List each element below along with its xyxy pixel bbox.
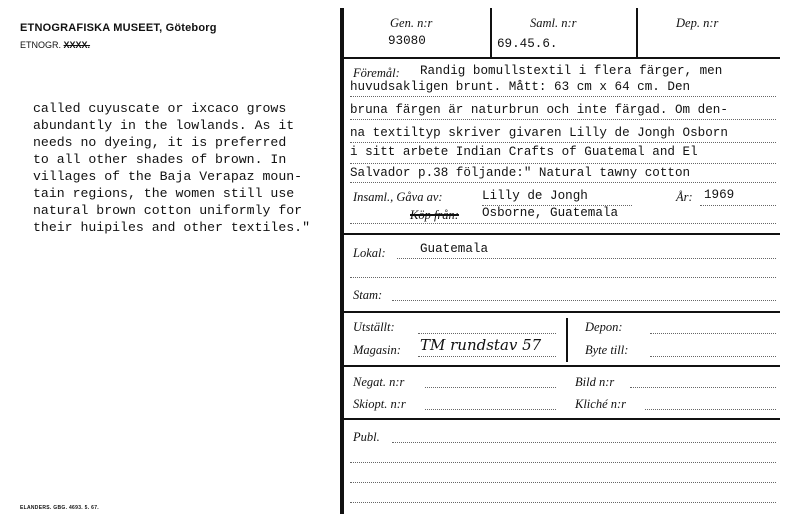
insamling-dotline-1 bbox=[482, 205, 632, 206]
lokal-dotline-2 bbox=[350, 277, 776, 278]
saml-label: Saml. n:r bbox=[530, 16, 577, 30]
etnogr-prefix: ETNOGR. bbox=[20, 40, 62, 50]
foremal-label: Föremål: bbox=[353, 66, 400, 80]
printer-mark: ELANDERS. GBG. 4693. 5. 67. bbox=[20, 505, 99, 511]
negat-label: Negat. n:r bbox=[353, 375, 405, 389]
foremal-line-3: bruna färgen är naturbrun och inte färgad. Om den- bbox=[350, 103, 728, 117]
museum-name: ETNOGRAFISKA MUSEET, Göteborg bbox=[20, 22, 217, 34]
utstallt-label: Utställt: bbox=[353, 320, 395, 334]
insamling-dotline-2 bbox=[350, 223, 776, 224]
foremal-line-6: Salvador p.38 följande:" Natural tawny cotton bbox=[350, 166, 691, 180]
depon-label: Depon: bbox=[585, 320, 623, 334]
photo-bottom-rule bbox=[340, 418, 780, 420]
skiopt-label: Skiopt. n:r bbox=[353, 397, 406, 411]
magasin-dotline bbox=[418, 356, 556, 357]
left-note-text: called cuyuscate or ixcaco grows abundantly in the lowlands. As it needs no dyeing, it is preferred to all other shades of brown. In villages of the Baja Verapaz moun- tain regions, the women still use natural brown cotton uniformly for their huipiles and other textiles." bbox=[33, 101, 310, 235]
insamling-bottom-rule bbox=[340, 233, 780, 235]
depon-dotline bbox=[650, 333, 776, 334]
etnogr-struck-number: XXXX. bbox=[63, 40, 91, 50]
magasin-handwritten-value: TM rundstav 57 bbox=[420, 336, 542, 354]
insamling-label: Insaml., Gåva av: bbox=[353, 190, 443, 204]
gen-value: 93080 bbox=[388, 34, 426, 48]
negat-dotline bbox=[425, 387, 556, 388]
cliche-label: Kliché n:r bbox=[575, 397, 627, 411]
publ-dotline-1 bbox=[392, 442, 776, 443]
lokal-label: Lokal: bbox=[353, 246, 386, 260]
storage-divider bbox=[566, 318, 568, 362]
lokal-value: Guatemala bbox=[420, 242, 489, 256]
foremal-line-5: i sitt arbete Indian Crafts of Guatemal and El bbox=[350, 145, 698, 159]
donor-name-line-2: Osborne, Guatemala bbox=[482, 206, 619, 220]
publ-dotline-4 bbox=[350, 502, 776, 503]
main-divider bbox=[340, 8, 344, 514]
foremal-dotline-3 bbox=[350, 142, 776, 143]
donor-name-line-1: Lilly de Jongh bbox=[482, 189, 588, 203]
publ-dotline-2 bbox=[350, 462, 776, 463]
foremal-line-2: huvudsakligen brunt. Mått: 63 cm x 64 cm. Den bbox=[350, 80, 691, 94]
etnogr-label bbox=[20, 40, 90, 50]
cliche-dotline bbox=[645, 409, 776, 410]
byte-dotline bbox=[650, 356, 776, 357]
foremal-dotline-1 bbox=[350, 96, 776, 97]
byte-label: Byte till: bbox=[585, 343, 629, 357]
stam-bottom-rule bbox=[340, 311, 780, 313]
utstallt-dotline bbox=[418, 333, 556, 334]
lokal-dotline-1 bbox=[397, 258, 776, 259]
publ-label: Publ. bbox=[353, 430, 380, 444]
year-label: År: bbox=[676, 190, 693, 204]
numbers-bottom-rule bbox=[340, 57, 780, 59]
foremal-dotline-4 bbox=[350, 163, 776, 164]
year-value: 1969 bbox=[704, 188, 735, 202]
bild-dotline bbox=[630, 387, 776, 388]
bild-label: Bild n:r bbox=[575, 375, 615, 389]
numbers-divider-1 bbox=[490, 8, 492, 58]
numbers-divider-2 bbox=[636, 8, 638, 58]
gen-label: Gen. n:r bbox=[390, 16, 433, 30]
dep-label: Dep. n:r bbox=[676, 16, 719, 30]
stam-label: Stam: bbox=[353, 288, 383, 302]
foremal-dotline-2 bbox=[350, 119, 776, 120]
foremal-line-1: Randig bomullstextil i flera färger, men bbox=[420, 64, 723, 78]
storage-bottom-rule bbox=[340, 365, 780, 367]
foremal-line-4: na textiltyp skriver givaren Lilly de Jongh Osborn bbox=[350, 126, 728, 140]
skiopt-dotline bbox=[425, 409, 556, 410]
magasin-label: Magasin: bbox=[353, 343, 401, 357]
publ-dotline-3 bbox=[350, 482, 776, 483]
year-dotline bbox=[700, 205, 776, 206]
stam-dotline bbox=[392, 300, 776, 301]
kop-fran-struck-label: Köp från: bbox=[410, 208, 459, 222]
saml-value: 69.45.6. bbox=[497, 37, 558, 51]
foremal-dotline-5 bbox=[350, 182, 776, 183]
